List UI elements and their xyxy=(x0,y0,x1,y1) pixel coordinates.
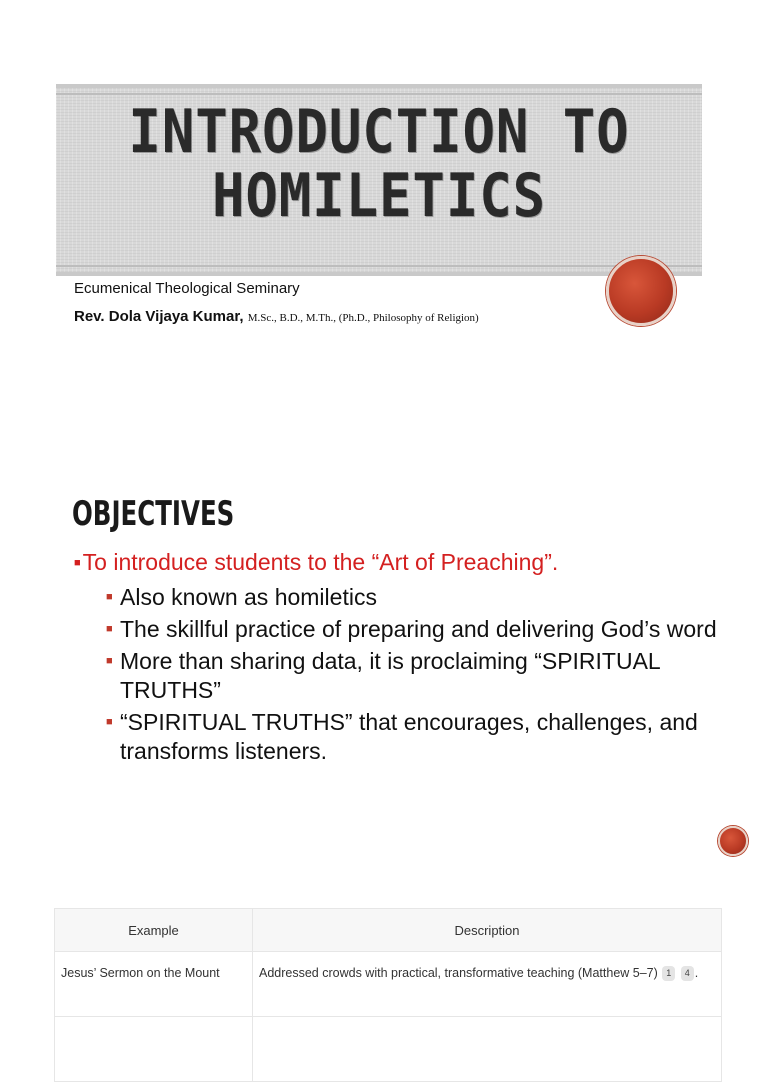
table-row xyxy=(55,1017,722,1082)
author-line xyxy=(74,308,479,325)
square-bullet-icon: ■ xyxy=(106,716,113,728)
citation-badge[interactable]: 4 xyxy=(681,966,694,981)
table-header-row xyxy=(55,909,722,952)
author-name: Rev. Dola Vijaya Kumar, xyxy=(74,308,244,325)
sub-bullet xyxy=(106,615,734,644)
cell-example: Jesus’ Sermon on the Mount xyxy=(55,952,253,1017)
sub-bullet-text: “SPIRITUAL TRUTHS” that encourages, challenges, and transforms listeners. xyxy=(120,709,698,764)
sub-bullet xyxy=(106,583,734,612)
column-header-example: Example xyxy=(55,909,253,952)
sub-bullet-text: The skillful practice of preparing and delivering God’s word xyxy=(120,616,717,642)
sub-bullet-text: Also known as homiletics xyxy=(120,584,377,610)
square-bullet-icon: ■ xyxy=(106,655,113,667)
main-bullet-text: To introduce students to the “Art of Preaching”. xyxy=(82,549,559,575)
decorative-red-circle xyxy=(606,256,676,326)
main-bullet xyxy=(74,548,734,577)
square-bullet-icon: ■ xyxy=(74,557,81,569)
slide-title-line-2: HOMILETICS xyxy=(211,161,547,231)
examples-table xyxy=(54,908,722,1082)
table-row xyxy=(55,952,722,1017)
slide-title xyxy=(88,97,669,231)
banner-bottom-rule xyxy=(56,265,702,267)
cell-example-empty xyxy=(55,1017,253,1082)
sub-bullet-text: More than sharing data, it is proclaiming “SPIRITUAL TRUTHS” xyxy=(120,648,660,703)
institution-name: Ecumenical Theological Seminary xyxy=(74,280,300,297)
author-credentials: M.Sc., B.D., M.Th., (Ph.D., Philosophy of Religion) xyxy=(247,312,479,324)
objectives-heading: OBJECTIVES xyxy=(72,494,235,534)
title-banner xyxy=(56,84,702,276)
sub-bullet xyxy=(106,708,734,766)
square-bullet-icon: ■ xyxy=(106,623,113,635)
banner-top-rule xyxy=(56,93,702,95)
citation-badge[interactable]: 1 xyxy=(662,966,675,981)
objectives-list xyxy=(74,548,734,769)
cell-description xyxy=(253,952,722,1017)
slide-title-line-1: INTRODUCTION TO xyxy=(128,97,630,167)
description-text: Addressed crowds with practical, transformative teaching (Matthew 5–7) xyxy=(259,966,658,980)
cell-description-empty xyxy=(253,1017,722,1082)
sub-bullet xyxy=(106,647,734,705)
decorative-red-circle-small xyxy=(718,826,748,856)
description-trailing: . xyxy=(694,966,699,980)
square-bullet-icon: ■ xyxy=(106,591,113,603)
column-header-description: Description xyxy=(253,909,722,952)
